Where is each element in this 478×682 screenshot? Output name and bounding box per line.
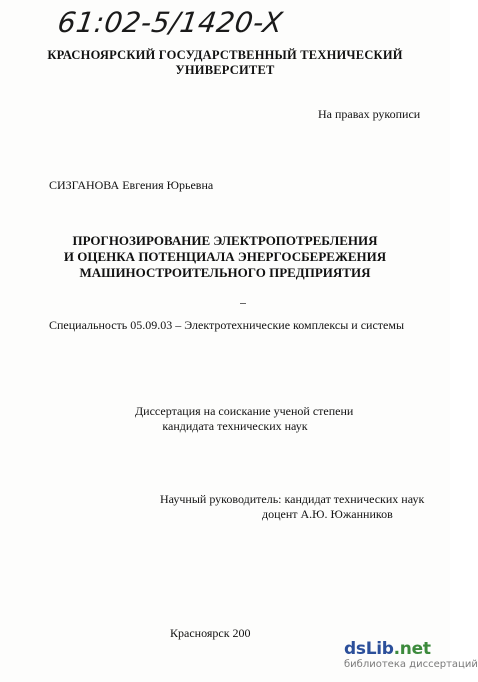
scan-speck <box>240 303 246 304</box>
city-year: Красноярск 200 <box>170 626 251 640</box>
watermark-tagline: библиотека диссертаций <box>344 659 478 670</box>
handwritten-catalog-number: 61:02-5/1420-X <box>55 6 285 39</box>
university-line-2: УНИВЕРСИТЕТ <box>175 63 275 77</box>
specialty-line: Специальность 05.09.03 – Электротехнические комплексы и системы <box>49 318 405 332</box>
logo-suffix: .net <box>393 639 431 659</box>
university-header <box>0 48 450 78</box>
university-line-1: КРАСНОЯРСКИЙ ГОСУДАРСТВЕННЫЙ ТЕХНИЧЕСКИЙ <box>47 48 403 62</box>
degree-line-1: Диссертация на соискание ученой степени <box>135 404 354 418</box>
degree-line-2: кандидата технических наук <box>162 419 308 433</box>
dissertation-title <box>0 233 450 281</box>
degree-statement <box>135 404 354 434</box>
logo-main: dsLib <box>344 639 394 659</box>
title-line-3: МАШИНОСТРОИТЕЛЬНОГО ПРЕДПРИЯТИЯ <box>79 265 371 280</box>
title-line-1: ПРОГНОЗИРОВАНИЕ ЭЛЕКТРОПОТРЕБЛЕНИЯ <box>72 233 378 248</box>
advisor-line-1: Научный руководитель: кандидат технических наук <box>160 492 425 506</box>
rights-notice: На правах рукописи <box>318 107 421 121</box>
title-line-2: И ОЦЕНКА ПОТЕНЦИАЛА ЭНЕРГОСБЕРЕЖЕНИЯ <box>63 249 387 264</box>
dslib-watermark[interactable] <box>344 639 478 671</box>
author-name: СИЗГАНОВА Евгения Юрьевна <box>49 178 214 192</box>
dslib-logo <box>344 640 444 658</box>
advisor-line-2: доцент А.Ю. Южанников <box>262 507 393 521</box>
